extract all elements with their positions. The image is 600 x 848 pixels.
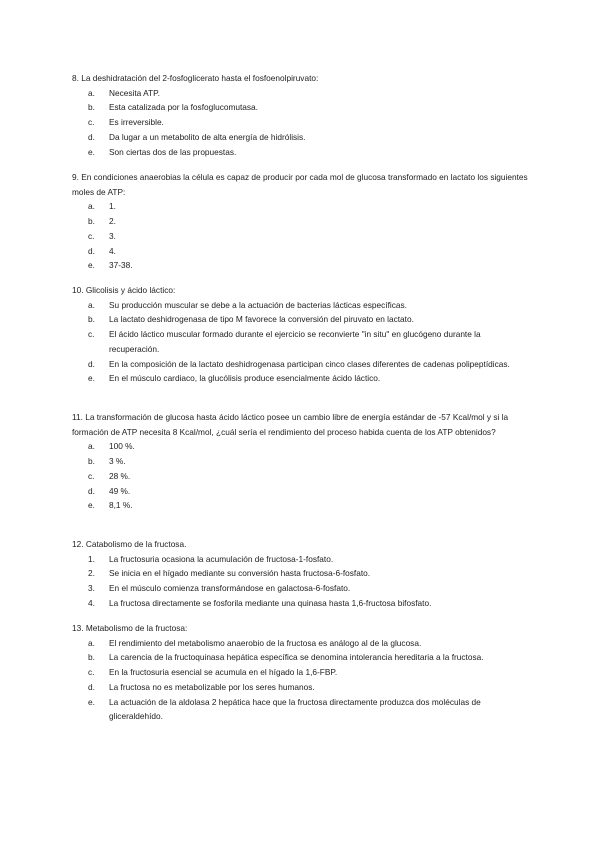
option-text: Se inicia en el hígado mediante su conversión hasta fructosa-6-fosfato. xyxy=(109,568,371,579)
option-text: 100 %. xyxy=(109,441,135,452)
option-text: La fructosa directamente se fosforila mediante una quinasa hasta 1,6-fructosa bifosfato. xyxy=(109,597,432,608)
option-text: 3 %. xyxy=(109,456,126,467)
option-d xyxy=(72,484,528,499)
question-10 xyxy=(72,283,528,386)
option-text: En la fructosuria esencial se acumula en el hígado la 1,6-FBP. xyxy=(109,667,338,678)
option-text: Son ciertas dos de las propuestas. xyxy=(109,146,237,157)
option-d xyxy=(72,357,528,372)
option-text: 49 %. xyxy=(109,485,131,496)
option-text: Es irreversible. xyxy=(109,117,164,128)
option-e xyxy=(72,371,528,386)
option-marker: 1. xyxy=(88,553,95,564)
question-13 xyxy=(72,621,528,724)
option-d xyxy=(72,130,528,145)
option-c xyxy=(72,327,528,356)
option-text: El rendimiento del metabolismo anaerobio de la fructosa es análogo al de la glucosa. xyxy=(109,637,422,648)
option-marker: 2. xyxy=(88,568,95,579)
option-marker: d. xyxy=(88,131,95,142)
options-list xyxy=(72,439,528,513)
options-list xyxy=(72,86,528,160)
option-marker: b. xyxy=(88,102,95,113)
option-e xyxy=(72,695,528,724)
option-c xyxy=(72,469,528,484)
option-marker: c. xyxy=(88,329,95,340)
option-text: 37-38. xyxy=(109,260,133,271)
option-marker: a. xyxy=(88,299,95,310)
question-title: 11. La transformación de glucosa hasta ácido láctico posee un cambio libre de energía estándar de -57 Kcal/mol y si la formación de ATP necesita 8 Kcal/mol, ¿cuál sería el rendimiento del proceso habida cuenta de los ATP obtenidos? xyxy=(72,412,509,437)
options-list xyxy=(72,636,528,724)
option-c xyxy=(72,115,528,130)
question-title: 13. Metabolismo de la fructosa: xyxy=(72,623,188,633)
option-marker: d. xyxy=(88,485,95,496)
option-text: La carencia de la fructoquinasa hepática específica se denomina intolerancia hereditaria a la fructosa. xyxy=(109,652,484,663)
option-marker: b. xyxy=(88,456,95,467)
option-text: Su producción muscular se debe a la actuación de bacterias lácticas específicas. xyxy=(109,299,407,310)
option-text: El ácido láctico muscular formado durante el ejercicio se reconvierte "in situ" en glucógeno durante la recuperación. xyxy=(109,329,481,354)
option-3 xyxy=(72,581,528,596)
option-marker: a. xyxy=(88,637,95,648)
option-text: 28 %. xyxy=(109,470,131,481)
question-title: 8. La deshidratación del 2-fosfoglicerato hasta el fosfoenolpiruvato: xyxy=(72,73,319,83)
options-list xyxy=(72,199,528,273)
option-text: 1. xyxy=(109,201,116,212)
option-text: 2. xyxy=(109,216,116,227)
option-text: 3. xyxy=(109,230,116,241)
option-text: 8,1 %. xyxy=(109,500,133,511)
option-marker: a. xyxy=(88,201,95,212)
question-title: 12. Catabolismo de la fructosa. xyxy=(72,539,187,549)
option-marker: d. xyxy=(88,245,95,256)
option-2 xyxy=(72,566,528,581)
option-marker: e. xyxy=(88,500,95,511)
option-text: En el músculo cardiaco, la glucólisis produce esencialmente ácido láctico. xyxy=(109,373,381,384)
option-marker: c. xyxy=(88,230,95,241)
question-9 xyxy=(72,170,528,273)
option-marker: b. xyxy=(88,314,95,325)
option-b xyxy=(72,312,528,327)
option-b xyxy=(72,650,528,665)
option-marker: e. xyxy=(88,373,95,384)
question-8 xyxy=(72,71,528,159)
options-list xyxy=(72,552,528,611)
question-12 xyxy=(72,537,528,611)
option-b xyxy=(72,100,528,115)
question-title: 9. En condiciones anaerobias la célula es capaz de producir por cada mol de glucosa transformado en lactato los siguientes moles de ATP: xyxy=(72,172,528,197)
option-marker: e. xyxy=(88,260,95,271)
option-a xyxy=(72,439,528,454)
option-text: Necesita ATP. xyxy=(109,87,160,98)
option-text: La fructosuria ocasiona la acumulación de fructosa-1-fosfato. xyxy=(109,553,334,564)
option-a xyxy=(72,86,528,101)
option-marker: c. xyxy=(88,117,95,128)
option-a xyxy=(72,298,528,313)
question-11 xyxy=(72,410,528,513)
option-marker: e. xyxy=(88,146,95,157)
option-marker: a. xyxy=(88,441,95,452)
option-text: En el músculo comienza transformándose en galactosa-6-fosfato. xyxy=(109,583,351,594)
option-marker: b. xyxy=(88,652,95,663)
option-4 xyxy=(72,596,528,611)
option-marker: a. xyxy=(88,87,95,98)
option-b xyxy=(72,454,528,469)
option-marker: c. xyxy=(88,470,95,481)
option-marker: e. xyxy=(88,696,95,707)
option-e xyxy=(72,145,528,160)
option-text: 4. xyxy=(109,245,116,256)
option-text: En la composición de la lactato deshidrogenasa participan cinco clases diferentes de cadenas polipeptídicas. xyxy=(109,358,510,369)
option-c xyxy=(72,665,528,680)
option-c xyxy=(72,229,528,244)
option-text: Esta catalizada por la fosfoglucomutasa. xyxy=(109,102,258,113)
option-b xyxy=(72,214,528,229)
option-e xyxy=(72,258,528,273)
option-1 xyxy=(72,552,528,567)
question-title: 10. Glicolisis y ácido láctico: xyxy=(72,285,176,295)
option-marker: 4. xyxy=(88,597,95,608)
option-text: La fructosa no es metabolizable por los seres humanos. xyxy=(109,681,315,692)
option-d xyxy=(72,244,528,259)
option-marker: 3. xyxy=(88,583,95,594)
option-a xyxy=(72,636,528,651)
option-text: La actuación de la aldolasa 2 hepática hace que la fructosa directamente produzca dos moléculas de gliceraldehído. xyxy=(109,696,481,722)
option-a xyxy=(72,199,528,214)
option-marker: c. xyxy=(88,667,95,678)
option-d xyxy=(72,680,528,695)
option-marker: d. xyxy=(88,358,95,369)
option-e xyxy=(72,498,528,513)
option-marker: d. xyxy=(88,681,95,692)
options-list xyxy=(72,298,528,386)
option-text: La lactato deshidrogenasa de tipo M favorece la conversión del piruvato en lactato. xyxy=(109,314,414,325)
option-marker: b. xyxy=(88,216,95,227)
option-text: Da lugar a un metabolito de alta energía de hidrólisis. xyxy=(109,131,306,142)
